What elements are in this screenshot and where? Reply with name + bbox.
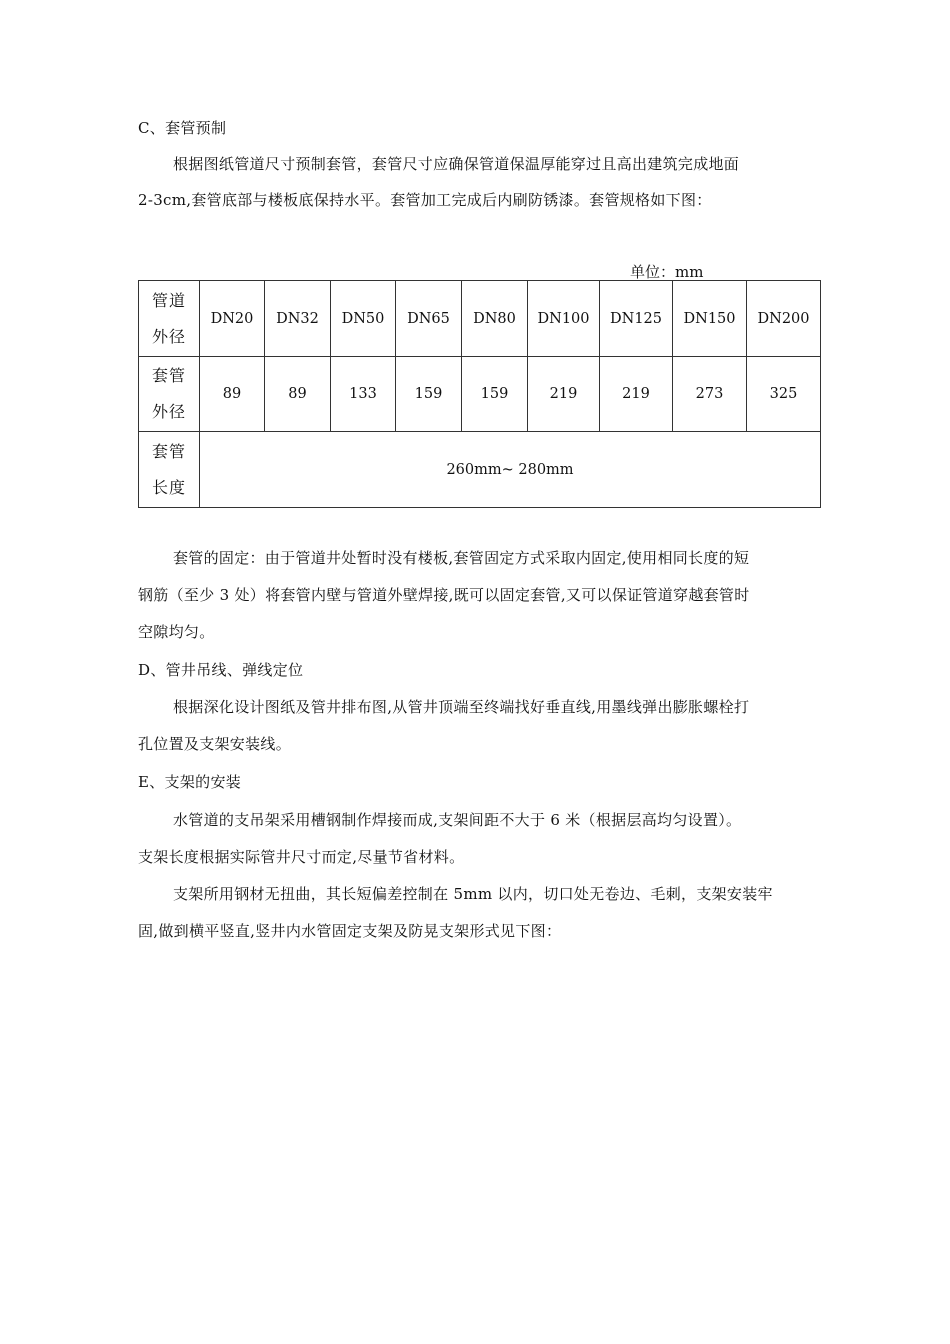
row-header-casing-od: 套管 外径 bbox=[139, 357, 200, 432]
table-row bbox=[139, 432, 821, 508]
fixing-paragraph-line-2: 钢筋（至少 3 处）将套管内壁与管道外壁焊接,既可以固定套管,又可以保证管道穿越套管时 bbox=[138, 586, 750, 604]
table-row bbox=[139, 281, 821, 357]
table-cell: 89 bbox=[200, 357, 265, 432]
table-cell: DN125 bbox=[600, 281, 673, 357]
section-e-paragraph-1-line-2: 支架长度根据实际管井尺寸而定,尽量节省材料。 bbox=[138, 848, 465, 866]
table-cell: DN50 bbox=[331, 281, 396, 357]
row-header-pipe-od: 管道 外径 bbox=[139, 281, 200, 357]
section-d-paragraph-line-1: 根据深化设计图纸及管井排布图,从管井顶端至终端找好垂直线,用墨线弹出膨胀螺栓打 bbox=[173, 698, 750, 716]
table-cell: 273 bbox=[673, 357, 747, 432]
table-cell: DN65 bbox=[396, 281, 462, 357]
section-c-paragraph-line-1: 根据图纸管道尺寸预制套管，套管尺寸应确保管道保温厚能穿过且高出建筑完成地面 bbox=[173, 155, 740, 173]
section-e-title: E、支架的安装 bbox=[138, 773, 242, 791]
fixing-paragraph-line-1: 套管的固定：由于管道井处暂时没有楼板,套管固定方式采取内固定,使用相同长度的短 bbox=[173, 549, 750, 567]
fixing-paragraph-line-3: 空隙均匀。 bbox=[138, 623, 215, 641]
table-cell: 89 bbox=[265, 357, 331, 432]
row-header-casing-length: 套管 长度 bbox=[139, 432, 200, 508]
table-cell: 325 bbox=[747, 357, 821, 432]
table-cell: 159 bbox=[396, 357, 462, 432]
section-d-paragraph-line-2: 孔位置及支架安装线。 bbox=[138, 735, 292, 753]
table-cell: 159 bbox=[462, 357, 528, 432]
section-e-paragraph-2-line-2: 固,做到横平竖直,竖井内水管固定支架及防晃支架形式见下图： bbox=[138, 922, 562, 940]
section-d-title: D、管井吊线、弹线定位 bbox=[138, 661, 304, 679]
section-c-title: C、套管预制 bbox=[138, 119, 227, 137]
table-cell: DN100 bbox=[528, 281, 600, 357]
table-row bbox=[139, 357, 821, 432]
table-cell: 133 bbox=[331, 357, 396, 432]
section-c-paragraph-line-2: 2-3cm,套管底部与楼板底保持水平。套管加工完成后内刷防锈漆。套管规格如下图： bbox=[138, 191, 712, 209]
table-cell: DN32 bbox=[265, 281, 331, 357]
unit-label: 单位：mm bbox=[630, 263, 704, 281]
casing-length-cell: 260mm~ 280mm bbox=[200, 432, 821, 508]
table-cell: 219 bbox=[528, 357, 600, 432]
section-e-paragraph-2-line-1: 支架所用钢材无扭曲，其长短偏差控制在 5mm 以内，切口处无卷边、毛刺，支架安装牢 bbox=[173, 885, 773, 903]
table-cell: DN150 bbox=[673, 281, 747, 357]
section-e-paragraph-1-line-1: 水管道的支吊架采用槽钢制作焊接而成,支架间距不大于 6 米（根据层高均匀设置）。 bbox=[173, 811, 742, 829]
casing-spec-table bbox=[138, 280, 821, 508]
table-cell: DN80 bbox=[462, 281, 528, 357]
table-cell: DN200 bbox=[747, 281, 821, 357]
table-cell: 219 bbox=[600, 357, 673, 432]
table-cell: DN20 bbox=[200, 281, 265, 357]
